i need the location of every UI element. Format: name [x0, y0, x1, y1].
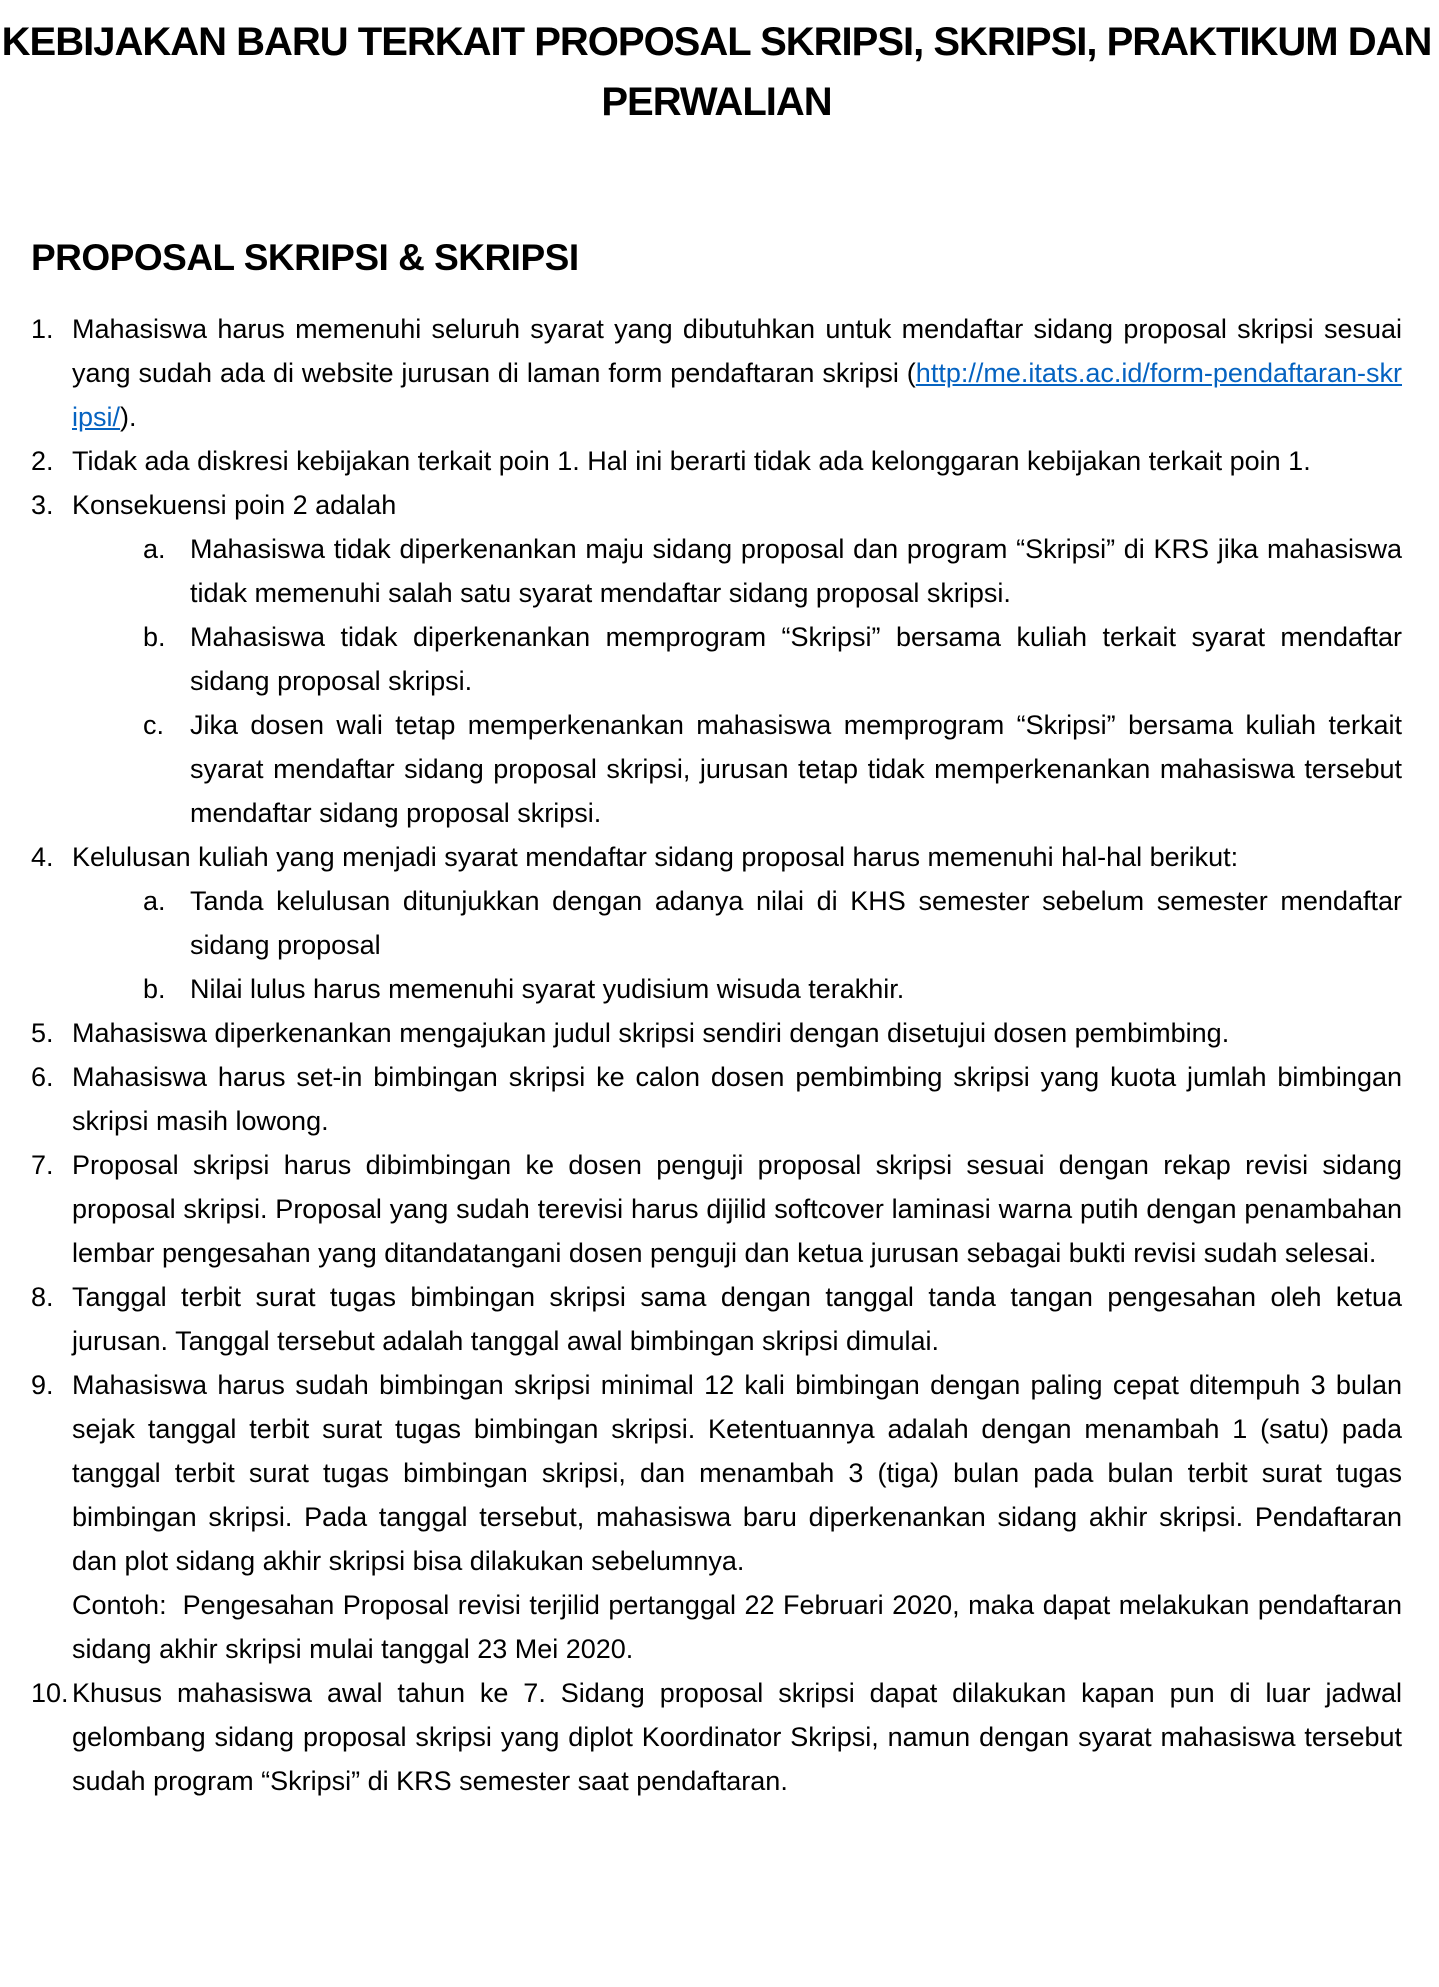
item-text-after-link: ).: [120, 402, 137, 432]
subitem-letter: a.: [143, 886, 166, 916]
item-text: Mahasiswa harus sudah bimbingan skripsi minimal 12 kali bimbingan dengan paling cepat ditempuh 3 bulan sejak tanggal terbit surat tugas bimbingan skripsi. Ketentuannya adalah dengan menambah 1 (satu) pada tanggal terbit surat tugas bimbingan skripsi, dan menambah 3 (tiga) bulan pada bulan terbit surat tugas bimbingan skripsi. Pada tanggal tersebut, mahasiswa baru diperkenankan sidang akhir skripsi. Pendaftaran dan plot sidang akhir skripsi bisa dilakukan sebelumnya.: [72, 1370, 1402, 1576]
list-item-10: [31, 1671, 1402, 1803]
item-body: [72, 1143, 1402, 1275]
item-number: 8.: [31, 1282, 54, 1312]
item-body: [72, 1055, 1402, 1143]
list-item-1: [31, 307, 1402, 439]
list-item-2: [31, 439, 1402, 483]
item-text-before-link: Mahasiswa harus memenuhi seluruh syarat yang dibutuhkan untuk mendaftar sidang proposal skripsi sesuai yang sudah ada di website jurusan di laman form pendaftaran skripsi (: [72, 314, 1402, 388]
sub-list-item-4a: [143, 879, 1402, 967]
list-item-7: [31, 1143, 1402, 1275]
list-item-5: [31, 1011, 1402, 1055]
item-number: 5.: [31, 1018, 54, 1048]
item-number: 1.: [31, 314, 54, 344]
document-title-line-1: KEBIJAKAN BARU TERKAIT PROPOSAL SKRIPSI, SKRIPSI, PRAKTIKUM DAN: [1, 20, 1432, 64]
item-body: [72, 307, 1402, 439]
item-body: [72, 483, 1402, 835]
subitem-text: Tanda kelulusan ditunjukkan dengan adanya nilai di KHS semester sebelum semester mendaftar sidang proposal: [190, 886, 1402, 960]
item-text: Mahasiswa diperkenankan mengajukan judul skripsi sendiri dengan disetujui dosen pembimbing.: [72, 1018, 1230, 1048]
item-number: 9.: [31, 1370, 54, 1400]
item-number: 7.: [31, 1150, 54, 1180]
item-body: [72, 1275, 1402, 1363]
subitem-text: Jika dosen wali tetap memperkenankan mahasiswa memprogram “Skripsi” bersama kuliah terkait syarat mendaftar sidang proposal skripsi, jurusan tetap tidak memperkenankan mahasiswa tersebut mendaftar sidang proposal skripsi.: [190, 710, 1402, 828]
subitem-letter: b.: [143, 974, 166, 1004]
section-heading: PROPOSAL SKRIPSI & SKRIPSI: [31, 237, 579, 278]
sub-list-item-4b: [143, 967, 1402, 1011]
item-text: Tidak ada diskresi kebijakan terkait poin 1. Hal ini berarti tidak ada kelonggaran kebijakan terkait poin 1.: [72, 446, 1311, 476]
list-item-8: [31, 1275, 1402, 1363]
item-text: Kelulusan kuliah yang menjadi syarat mendaftar sidang proposal harus memenuhi hal-hal berikut:: [72, 842, 1239, 872]
item-text: Khusus mahasiswa awal tahun ke 7. Sidang proposal skripsi dapat dilakukan kapan pun di luar jadwal gelombang sidang proposal skripsi yang diplot Koordinator Skripsi, namun dengan syarat mahasiswa tersebut sudah program “Skripsi” di KRS semester saat pendaftaran.: [72, 1678, 1402, 1796]
item-text: Konsekuensi poin 2 adalah: [72, 490, 397, 520]
document-page: [0, 12, 1439, 1987]
document-title: [1, 12, 1432, 132]
list-item-9: [31, 1363, 1402, 1671]
registration-form-link[interactable]: http://me.itats.ac.id/form-pendaftaran-skripsi/: [72, 358, 1402, 432]
item-number: 10.: [31, 1678, 69, 1708]
item-body: [72, 1671, 1402, 1803]
item-body: [72, 1011, 1402, 1055]
item-text: Mahasiswa harus set-in bimbingan skripsi ke calon dosen pembimbing skripsi yang kuota jumlah bimbingan skripsi masih lowong.: [72, 1062, 1402, 1136]
list-item-3: [31, 483, 1402, 835]
list-item-6: [31, 1055, 1402, 1143]
policy-list: [31, 307, 1402, 1803]
subitem-text: Nilai lulus harus memenuhi syarat yudisium wisuda terakhir.: [190, 974, 905, 1004]
subitem-letter: c.: [143, 710, 165, 740]
item-body: [72, 439, 1402, 483]
item-number: 3.: [31, 490, 54, 520]
item-number: 2.: [31, 446, 54, 476]
item-text: [72, 307, 1402, 439]
subitem-text: Mahasiswa tidak diperkenankan memprogram “Skripsi” bersama kuliah terkait syarat mendaftar sidang proposal skripsi.: [190, 622, 1402, 696]
item-text: Proposal skripsi harus dibimbingan ke dosen penguji proposal skripsi sesuai dengan rekap revisi sidang proposal skripsi. Proposal yang sudah terevisi harus dijilid softcover laminasi warna putih dengan penambahan lembar pengesahan yang ditandatangani dosen penguji dan ketua jurusan sebagai bukti revisi sudah selesai.: [72, 1150, 1402, 1268]
item-number: 6.: [31, 1062, 54, 1092]
item-text: Tanggal terbit surat tugas bimbingan skripsi sama dengan tanggal tanda tangan pengesahan oleh ketua jurusan. Tanggal tersebut adalah tanggal awal bimbingan skripsi dimulai.: [72, 1282, 1402, 1356]
sub-list-item-3b: [143, 615, 1402, 703]
subitem-text: Mahasiswa tidak diperkenankan maju sidang proposal dan program “Skripsi” di KRS jika mahasiswa tidak memenuhi salah satu syarat mendaftar sidang proposal skripsi.: [190, 534, 1402, 608]
subitem-letter: b.: [143, 622, 166, 652]
subitem-letter: a.: [143, 534, 166, 564]
list-item-4: [31, 835, 1402, 1011]
item-number: 4.: [31, 842, 54, 872]
example-note: [72, 1583, 1402, 1671]
item-body: [72, 835, 1402, 1011]
example-note-label: Contoh:: [72, 1590, 167, 1620]
sub-list-item-3c: [143, 703, 1402, 835]
example-note-text: Pengesahan Proposal revisi terjilid pertanggal 22 Februari 2020, maka dapat melakukan pendaftaran sidang akhir skripsi mulai tanggal 23 Mei 2020.: [72, 1590, 1402, 1664]
document-title-line-2: PERWALIAN: [601, 80, 832, 124]
item-body: [72, 1363, 1402, 1671]
sub-list-item-3a: [143, 527, 1402, 615]
